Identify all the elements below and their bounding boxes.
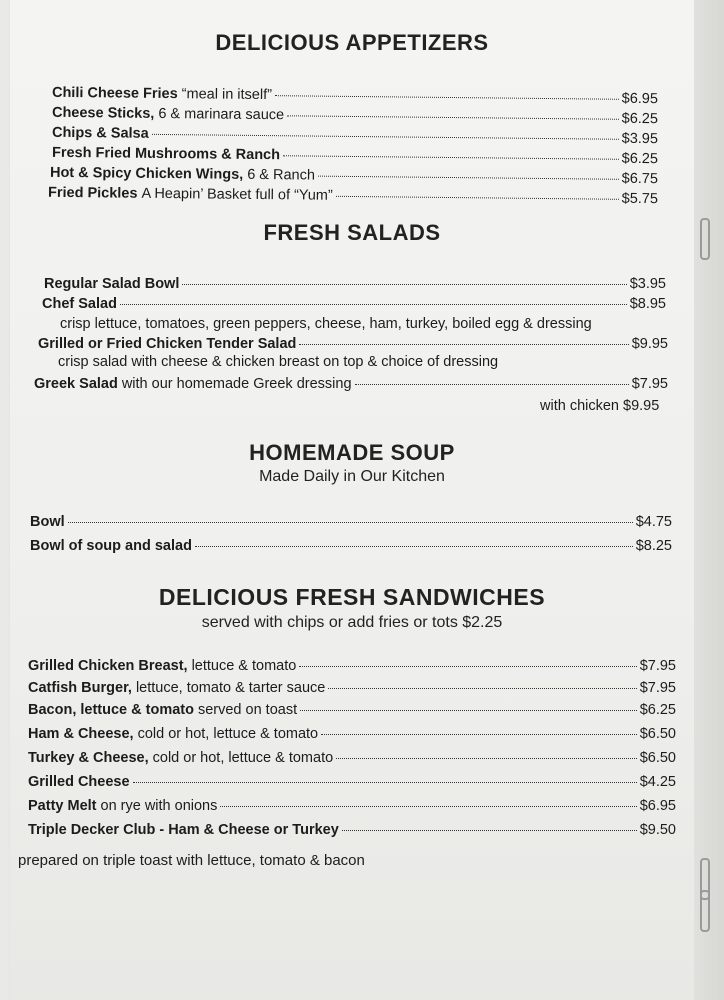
item-price: $8.95 — [629, 296, 666, 312]
item-desc: cold or hot, lettuce & tomato — [152, 750, 334, 766]
dot-leader — [318, 176, 619, 180]
menu-item — [28, 726, 676, 742]
item-name: Turkey & Cheese, — [28, 750, 149, 766]
item-price: $6.25 — [639, 702, 676, 718]
item-name: Greek Salad — [34, 376, 118, 392]
item-desc: 6 & Ranch — [247, 166, 316, 184]
menu-item — [28, 750, 676, 766]
sandwiches-subtitle: served with chips or add fries or tots $2.25 — [201, 614, 503, 631]
dot-leader — [133, 782, 637, 783]
item-price: $6.50 — [639, 750, 676, 766]
dot-leader — [321, 734, 637, 735]
menu-item — [44, 276, 666, 292]
item-desc: with our homemade Greek dressing — [121, 376, 352, 392]
menu-item — [52, 125, 658, 147]
menu-item — [50, 165, 658, 187]
menu-item — [28, 798, 676, 814]
item-name: Chili Cheese Fries — [51, 84, 178, 103]
item-name: Fried Pickles — [47, 184, 138, 202]
dot-leader — [300, 710, 637, 711]
dot-leader — [287, 115, 619, 119]
binder-clip — [700, 218, 710, 260]
menu-item — [34, 376, 668, 392]
item-price: $5.75 — [621, 190, 659, 208]
dot-leader — [68, 522, 633, 523]
soup-title: HOMEMADE SOUP — [249, 440, 455, 465]
item-name: Chef Salad — [42, 296, 117, 312]
menu-item — [52, 85, 658, 107]
item-desc: lettuce, tomato & tarter sauce — [135, 680, 326, 696]
item-name: Grilled Cheese — [28, 774, 130, 790]
item-desc: cold or hot, lettuce & tomato — [137, 726, 319, 742]
dot-leader — [120, 304, 627, 305]
club-note: prepared on triple toast with lettuce, tomato & bacon — [18, 852, 365, 869]
salads-title: FRESH SALADS — [263, 220, 441, 245]
soup-subtitle: Made Daily in Our Kitchen — [259, 468, 445, 485]
item-price: $3.95 — [621, 130, 659, 148]
dot-leader — [283, 155, 619, 160]
dot-leader — [328, 688, 636, 689]
dot-leader — [336, 758, 637, 759]
item-price: $6.50 — [639, 726, 676, 742]
item-price: $7.95 — [631, 376, 668, 392]
item-desc: “meal in itself” — [181, 86, 273, 104]
item-price: $6.25 — [621, 110, 659, 128]
item-price: $7.95 — [639, 680, 676, 696]
item-price: $4.75 — [635, 514, 672, 530]
appetizers-title: DELICIOUS APPETIZERS — [215, 30, 489, 55]
dot-leader — [355, 384, 629, 385]
menu-item — [28, 822, 676, 838]
item-name: Bowl — [30, 514, 65, 530]
item-price: $6.25 — [621, 150, 659, 168]
menu-item — [52, 105, 658, 127]
dot-leader — [182, 284, 626, 285]
item-price: $9.95 — [631, 336, 668, 352]
item-name: Chips & Salsa — [51, 124, 149, 142]
item-desc: lettuce & tomato — [191, 658, 297, 674]
item-name: Patty Melt — [28, 798, 97, 814]
item-name: Cheese Sticks, — [51, 104, 155, 122]
sandwiches-title: DELICIOUS FRESH SANDWICHES — [158, 584, 546, 610]
chef-salad-note: crisp lettuce, tomatoes, green peppers, cheese, ham, turkey, boiled egg & dressing — [60, 316, 592, 332]
item-name: Hot & Spicy Chicken Wings, — [49, 164, 244, 183]
menu-item — [42, 296, 666, 312]
item-price: $4.25 — [639, 774, 676, 790]
dot-leader — [152, 134, 619, 140]
item-price: $6.95 — [639, 798, 676, 814]
dot-leader — [299, 344, 628, 345]
item-price: $8.25 — [635, 538, 672, 554]
item-price: $3.95 — [629, 276, 666, 292]
item-name: Catfish Burger, — [28, 680, 132, 696]
menu-item — [38, 336, 668, 352]
menu-item — [28, 680, 676, 696]
item-desc: A Heapin’ Basket full of “Yum” — [141, 185, 333, 204]
dot-leader — [299, 666, 636, 667]
item-name: Ham & Cheese, — [28, 726, 134, 742]
dot-leader — [336, 196, 619, 200]
menu-item — [30, 538, 672, 554]
item-name: Fresh Fried Mushrooms & Ranch — [51, 144, 281, 164]
item-price: $9.50 — [639, 822, 676, 838]
item-name: Triple Decker Club - Ham & Cheese or Turkey — [28, 822, 339, 838]
item-name: Grilled or Fried Chicken Tender Salad — [38, 336, 297, 352]
item-desc: 6 & marinara sauce — [158, 105, 285, 124]
menu-item — [30, 514, 672, 530]
item-name: Bacon, lettuce & tomato — [28, 702, 194, 718]
binder-clip — [700, 890, 710, 932]
item-name: Regular Salad Bowl — [44, 276, 180, 292]
dot-leader — [220, 806, 636, 807]
item-price: $6.95 — [621, 90, 659, 108]
greek-chicken-option: with chicken $9.95 — [540, 398, 660, 414]
item-price: $6.75 — [621, 170, 659, 188]
item-desc: on rye with onions — [100, 798, 218, 814]
item-name: Grilled Chicken Breast, — [28, 658, 188, 674]
page-fold — [694, 0, 724, 1000]
dot-leader — [275, 95, 619, 100]
menu-item — [52, 145, 658, 167]
dot-leader — [342, 830, 637, 831]
tender-salad-note: crisp salad with cheese & chicken breast on top & choice of dressing — [58, 354, 499, 370]
menu-item — [48, 185, 658, 207]
item-desc: served on toast — [197, 702, 298, 718]
dot-leader — [195, 546, 633, 547]
menu-item — [28, 658, 676, 674]
menu-page — [10, 0, 694, 1000]
menu-item — [28, 702, 676, 718]
item-name: Bowl of soup and salad — [30, 538, 192, 554]
item-price: $7.95 — [639, 658, 676, 674]
menu-item — [28, 774, 676, 790]
